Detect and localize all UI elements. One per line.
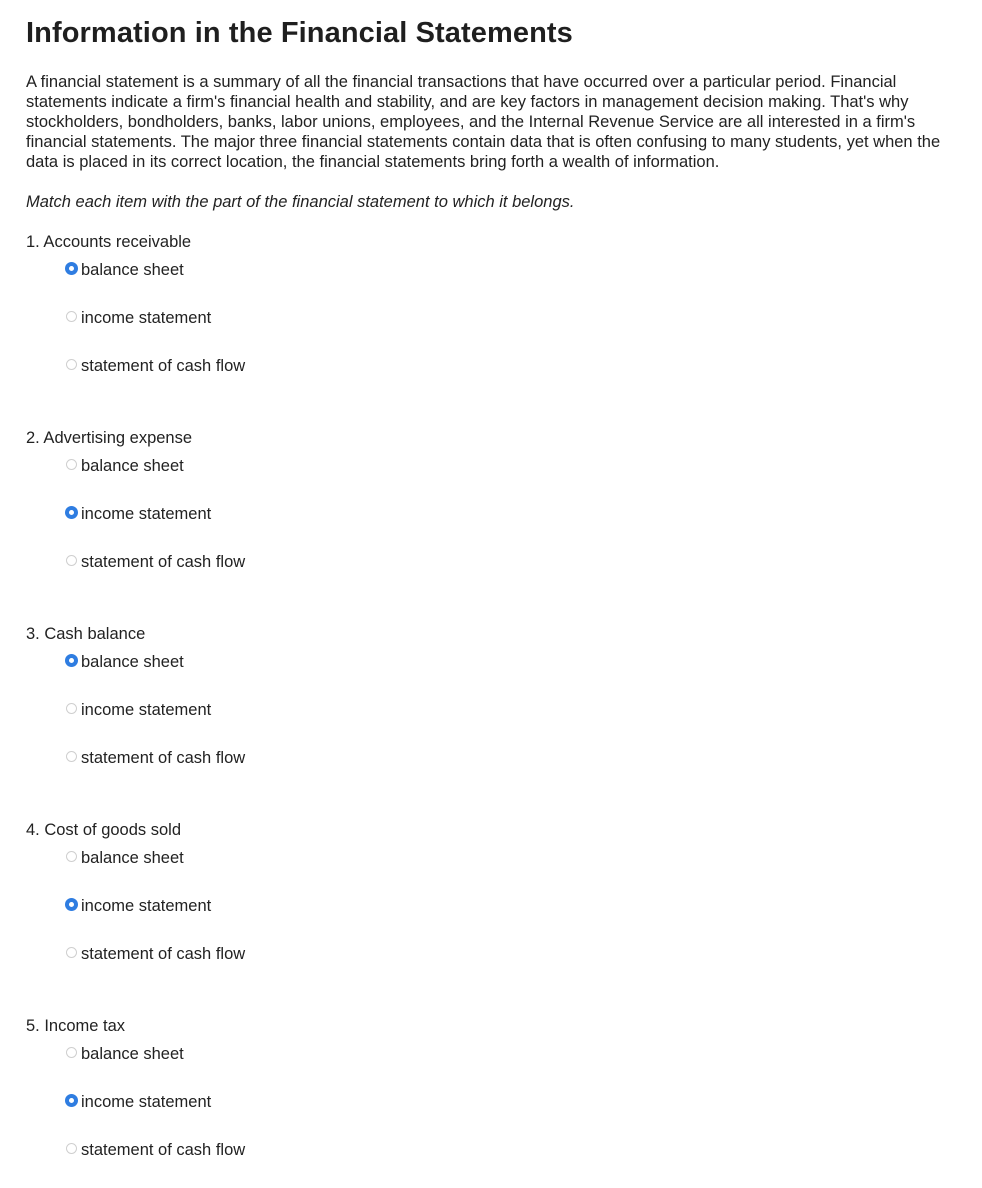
question bbox=[26, 624, 966, 796]
option-label[interactable]: statement of cash flow bbox=[81, 553, 246, 571]
option-label[interactable]: balance sheet bbox=[81, 457, 184, 475]
option-label[interactable]: income statement bbox=[81, 309, 212, 327]
radio-button[interactable] bbox=[66, 555, 77, 566]
option-label[interactable]: income statement bbox=[81, 701, 212, 719]
radio-button[interactable] bbox=[66, 311, 77, 322]
radio-button[interactable] bbox=[65, 654, 78, 667]
radio-button[interactable] bbox=[66, 947, 77, 958]
radio-button[interactable] bbox=[65, 898, 78, 911]
option-label[interactable]: statement of cash flow bbox=[81, 945, 246, 963]
option-statement-of-cash-flow[interactable] bbox=[26, 356, 966, 404]
option-list bbox=[26, 652, 966, 796]
option-statement-of-cash-flow[interactable] bbox=[26, 552, 966, 600]
page-title: Information in the Financial Statements bbox=[26, 17, 573, 49]
option-list bbox=[26, 260, 966, 404]
option-label[interactable]: balance sheet bbox=[81, 653, 184, 671]
option-statement-of-cash-flow[interactable] bbox=[26, 1140, 966, 1188]
question-prompt: 5. Income tax bbox=[26, 1017, 126, 1035]
radio-button[interactable] bbox=[66, 703, 77, 714]
option-label[interactable]: balance sheet bbox=[81, 849, 184, 867]
option-statement-of-cash-flow[interactable] bbox=[26, 944, 966, 992]
radio-button[interactable] bbox=[66, 459, 77, 470]
question bbox=[26, 232, 966, 404]
option-label[interactable]: statement of cash flow bbox=[81, 749, 246, 767]
option-label[interactable]: balance sheet bbox=[81, 261, 184, 279]
question-prompt: 4. Cost of goods sold bbox=[26, 821, 182, 839]
question bbox=[26, 428, 966, 600]
radio-button[interactable] bbox=[66, 1047, 77, 1058]
option-income-statement[interactable] bbox=[26, 504, 966, 552]
option-label[interactable]: balance sheet bbox=[81, 1045, 184, 1063]
radio-button[interactable] bbox=[66, 751, 77, 762]
option-income-statement[interactable] bbox=[26, 896, 966, 944]
option-balance-sheet[interactable] bbox=[26, 456, 966, 504]
option-list bbox=[26, 848, 966, 992]
radio-button[interactable] bbox=[66, 851, 77, 862]
option-balance-sheet[interactable] bbox=[26, 260, 966, 308]
option-income-statement[interactable] bbox=[26, 700, 966, 748]
option-list bbox=[26, 1044, 966, 1188]
option-statement-of-cash-flow[interactable] bbox=[26, 748, 966, 796]
radio-button[interactable] bbox=[65, 262, 78, 275]
radio-button[interactable] bbox=[65, 506, 78, 519]
instructions: Match each item with the part of the financial statement to which it belongs. bbox=[26, 193, 575, 211]
option-income-statement[interactable] bbox=[26, 308, 966, 356]
option-balance-sheet[interactable] bbox=[26, 652, 966, 700]
question-prompt: 3. Cash balance bbox=[26, 625, 146, 643]
option-income-statement[interactable] bbox=[26, 1092, 966, 1140]
option-balance-sheet[interactable] bbox=[26, 848, 966, 896]
option-label[interactable]: statement of cash flow bbox=[81, 357, 246, 375]
question-prompt: 2. Advertising expense bbox=[26, 429, 193, 447]
option-label[interactable]: income statement bbox=[81, 1093, 212, 1111]
option-balance-sheet[interactable] bbox=[26, 1044, 966, 1092]
option-label[interactable]: income statement bbox=[81, 897, 212, 915]
question-prompt: 1. Accounts receivable bbox=[26, 233, 192, 251]
radio-button[interactable] bbox=[66, 359, 77, 370]
radio-button[interactable] bbox=[66, 1143, 77, 1154]
intro-paragraph: A financial statement is a summary of all the financial transactions that have occurred over a particular period. Financial statements indicate a firm's financial health and stability, and are key factors in management decision making. That's why stockholders, bondholders, banks, labor unions, employees, and the Internal Revenue Service are all interested in a firm's financial statements. The major three financial statements contain data that is often confusing to many students, yet when the data is placed in its correct location, the financial statements bring forth a wealth of information. bbox=[26, 73, 941, 171]
option-label[interactable]: statement of cash flow bbox=[81, 1141, 246, 1159]
option-label[interactable]: income statement bbox=[81, 505, 212, 523]
question-list bbox=[26, 232, 966, 1188]
question bbox=[26, 1016, 966, 1188]
radio-button[interactable] bbox=[65, 1094, 78, 1107]
option-list bbox=[26, 456, 966, 600]
question bbox=[26, 820, 966, 992]
